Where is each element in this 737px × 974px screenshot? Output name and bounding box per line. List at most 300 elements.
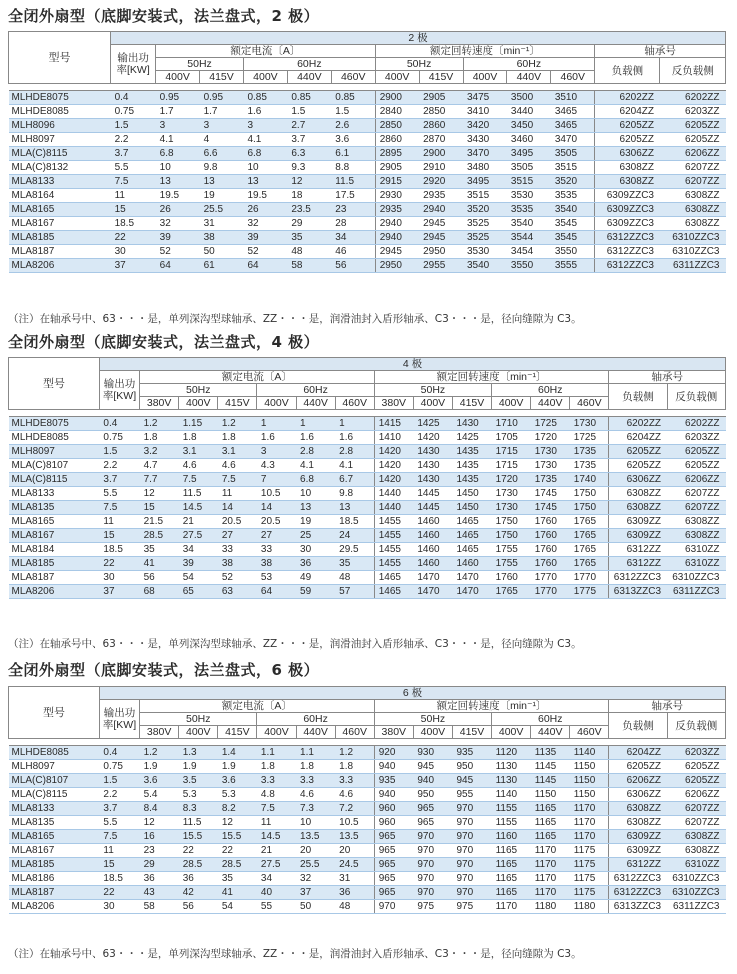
speed-cell: 2940 <box>375 231 419 245</box>
model-cell: MLA8187 <box>9 571 100 585</box>
header-voltage: 460V <box>335 726 374 739</box>
bearing-cell: 6308ZZ <box>667 830 725 844</box>
bearing-cell: 6308ZZ <box>595 161 660 175</box>
speed-cell: 1730 <box>531 445 570 459</box>
header-voltage: 415V <box>218 726 257 739</box>
speed-cell: 1750 <box>492 515 531 529</box>
header-pole: 2 极 <box>111 32 726 45</box>
model-cell: MLH8097 <box>9 445 100 459</box>
bearing-cell: 6309ZZC3 <box>595 203 660 217</box>
current-cell: 10 <box>156 161 200 175</box>
model-cell: MLH8097 <box>9 760 100 774</box>
current-cell: 32 <box>156 217 200 231</box>
power-cell: 0.75 <box>99 431 139 445</box>
table-row <box>9 189 726 203</box>
current-cell: 26 <box>156 203 200 217</box>
current-cell: 1.9 <box>218 760 257 774</box>
speed-cell: 965 <box>413 802 452 816</box>
current-cell: 3.1 <box>179 445 218 459</box>
current-cell: 25.5 <box>200 203 244 217</box>
speed-cell: 1420 <box>374 459 413 473</box>
header-pole: 4 极 <box>99 358 725 371</box>
speed-cell: 3530 <box>507 189 551 203</box>
current-cell: 8.3 <box>179 802 218 816</box>
bearing-cell: 6312ZZ <box>609 557 667 571</box>
speed-cell: 3540 <box>507 217 551 231</box>
speed-cell: 1760 <box>531 529 570 543</box>
speed-cell: 1165 <box>492 858 531 872</box>
table-row <box>9 571 726 585</box>
speed-cell: 945 <box>413 760 452 774</box>
current-cell: 36 <box>140 872 179 886</box>
current-cell: 11.5 <box>331 175 375 189</box>
spacer-cell <box>609 410 667 417</box>
current-cell: 23.5 <box>287 203 331 217</box>
speed-cell: 1180 <box>531 900 570 914</box>
model-cell: MLA8135 <box>9 501 100 515</box>
current-cell: 27 <box>257 529 296 543</box>
speed-cell: 940 <box>374 788 413 802</box>
table-row <box>9 802 726 816</box>
speed-cell: 2920 <box>419 175 463 189</box>
current-cell: 2.8 <box>296 445 335 459</box>
bearing-cell: 6308ZZ <box>609 487 667 501</box>
current-cell: 3.3 <box>335 774 374 788</box>
header-load-side: 负载侧 <box>609 384 667 410</box>
table-row <box>9 760 726 774</box>
current-cell: 11 <box>257 816 296 830</box>
header-voltage: 380V <box>140 397 179 410</box>
current-cell: 0.85 <box>331 91 375 105</box>
current-cell: 56 <box>331 259 375 273</box>
speed-cell: 1420 <box>374 445 413 459</box>
header-voltage: 380V <box>140 726 179 739</box>
current-cell: 14 <box>218 501 257 515</box>
header-50hz: 50Hz <box>140 713 257 726</box>
speed-cell: 950 <box>452 760 491 774</box>
current-cell: 3.6 <box>140 774 179 788</box>
table-row <box>9 133 726 147</box>
spacer-cell <box>570 410 609 417</box>
current-cell: 4.1 <box>335 459 374 473</box>
spacer-cell <box>200 84 244 91</box>
speed-cell: 1745 <box>531 501 570 515</box>
current-cell: 12 <box>140 816 179 830</box>
table-row <box>9 259 726 273</box>
speed-cell: 1730 <box>492 501 531 515</box>
header-50hz: 50Hz <box>374 713 491 726</box>
current-cell: 2.7 <box>287 119 331 133</box>
table-row <box>9 105 726 119</box>
current-cell: 29.5 <box>335 543 374 557</box>
current-cell: 8.4 <box>140 802 179 816</box>
bearing-cell: 6312ZZ <box>609 858 667 872</box>
header-voltage: 400V <box>375 71 419 84</box>
speed-cell: 1755 <box>492 557 531 571</box>
spacer-cell <box>492 739 531 746</box>
speed-cell: 2860 <box>419 119 463 133</box>
current-cell: 15.5 <box>179 830 218 844</box>
speed-cell: 1765 <box>570 543 609 557</box>
speed-cell: 970 <box>413 872 452 886</box>
header-spacer-row <box>9 84 726 91</box>
speed-cell: 3410 <box>463 105 507 119</box>
speed-cell: 1165 <box>492 886 531 900</box>
power-cell: 11 <box>111 189 156 203</box>
power-cell: 15 <box>99 529 139 543</box>
current-cell: 13 <box>296 501 335 515</box>
spacer-cell <box>179 739 218 746</box>
current-cell: 1.6 <box>243 105 287 119</box>
table-row <box>9 585 726 599</box>
table-row <box>9 515 726 529</box>
current-cell: 7.5 <box>218 473 257 487</box>
spacer-cell <box>296 410 335 417</box>
current-cell: 3 <box>257 445 296 459</box>
speed-cell: 3440 <box>507 105 551 119</box>
speed-cell: 940 <box>374 760 413 774</box>
current-cell: 22 <box>218 844 257 858</box>
current-cell: 39 <box>243 231 287 245</box>
speed-cell: 1715 <box>492 445 531 459</box>
header-voltage: 400V <box>413 397 452 410</box>
current-cell: 21.5 <box>140 515 179 529</box>
speed-cell: 2915 <box>375 175 419 189</box>
current-cell: 64 <box>243 259 287 273</box>
header-voltage: 380V <box>374 726 413 739</box>
speed-cell: 3525 <box>463 217 507 231</box>
current-cell: 20.5 <box>218 515 257 529</box>
speed-cell: 1120 <box>492 746 531 760</box>
spacer-cell <box>570 739 609 746</box>
header-voltage: 440V <box>531 726 570 739</box>
speed-cell: 3475 <box>463 91 507 105</box>
header-voltage: 400V <box>257 397 296 410</box>
speed-cell: 970 <box>452 844 491 858</box>
current-cell: 9.3 <box>287 161 331 175</box>
spacer-cell <box>507 84 551 91</box>
model-cell: MLA8133 <box>9 175 111 189</box>
speed-cell: 970 <box>452 802 491 816</box>
speed-cell: 950 <box>413 788 452 802</box>
current-cell: 3.7 <box>287 133 331 147</box>
speed-cell: 3520 <box>463 203 507 217</box>
model-cell: MLA8133 <box>9 802 100 816</box>
current-cell: 1.3 <box>179 746 218 760</box>
speed-cell: 1150 <box>531 788 570 802</box>
model-cell: MLH8096 <box>9 119 111 133</box>
header-power: 输出功率[KW] <box>99 700 139 739</box>
current-cell: 1.8 <box>140 431 179 445</box>
speed-cell: 3520 <box>551 175 595 189</box>
current-cell: 9.8 <box>200 161 244 175</box>
speed-cell: 3535 <box>507 203 551 217</box>
speed-cell: 3540 <box>551 203 595 217</box>
current-cell: 10.5 <box>335 816 374 830</box>
bearing-cell: 6207ZZ <box>667 816 725 830</box>
bearing-cell: 6312ZZC3 <box>595 231 660 245</box>
model-cell: MLA(C)8115 <box>9 147 111 161</box>
bearing-cell: 6308ZZ <box>667 844 725 858</box>
current-cell: 59 <box>296 585 335 599</box>
current-cell: 20.5 <box>257 515 296 529</box>
model-cell: MLA8186 <box>9 872 100 886</box>
power-cell: 0.75 <box>111 105 156 119</box>
header-50hz: 50Hz <box>156 58 244 71</box>
spacer-cell <box>218 739 257 746</box>
bearing-cell: 6310ZZC3 <box>667 886 725 900</box>
bearing-cell: 6205ZZ <box>609 760 667 774</box>
current-cell: 2.8 <box>335 445 374 459</box>
speed-cell: 940 <box>413 774 452 788</box>
section-title: 全闭外扇型（底脚安装式，法兰盘式，6 极） <box>8 661 320 679</box>
speed-cell: 3495 <box>507 147 551 161</box>
current-cell: 0.85 <box>243 91 287 105</box>
header-voltage: 440V <box>287 71 331 84</box>
bearing-cell: 6207ZZ <box>667 487 725 501</box>
current-cell: 1.8 <box>296 760 335 774</box>
table-row <box>9 119 726 133</box>
header-anti-load-side: 反负载侧 <box>660 58 726 84</box>
bearing-cell: 6308ZZ <box>667 529 725 543</box>
current-cell: 5.3 <box>179 788 218 802</box>
header-power: 输出功率[KW] <box>111 45 156 84</box>
speed-cell: 1130 <box>492 774 531 788</box>
model-cell: MLA8185 <box>9 231 111 245</box>
current-cell: 29 <box>287 217 331 231</box>
speed-cell: 1765 <box>570 515 609 529</box>
header-current: 额定电流〔A〕 <box>140 371 375 384</box>
header-spacer-row <box>9 410 726 417</box>
speed-cell: 1175 <box>570 858 609 872</box>
model-cell: MLA8187 <box>9 886 100 900</box>
current-cell: 3.6 <box>218 774 257 788</box>
table-row <box>9 175 726 189</box>
model-cell: MLA8206 <box>9 585 100 599</box>
current-cell: 1.2 <box>335 746 374 760</box>
speed-cell: 1445 <box>413 501 452 515</box>
speed-cell: 3540 <box>463 259 507 273</box>
model-cell: MLA8165 <box>9 203 111 217</box>
bearing-cell: 6205ZZ <box>595 133 660 147</box>
bearing-cell: 6310ZZ <box>667 543 725 557</box>
current-cell: 64 <box>156 259 200 273</box>
speed-cell: 1465 <box>452 543 491 557</box>
speed-cell: 3430 <box>463 133 507 147</box>
speed-cell: 3545 <box>551 231 595 245</box>
spacer-cell <box>257 739 296 746</box>
header-load-side: 负载侧 <box>609 713 667 739</box>
current-cell: 11.5 <box>179 816 218 830</box>
current-cell: 56 <box>140 571 179 585</box>
spacer-cell <box>667 739 725 746</box>
power-cell: 3.7 <box>111 147 156 161</box>
speed-cell: 3420 <box>463 119 507 133</box>
power-cell: 0.4 <box>99 417 139 431</box>
speed-cell: 1135 <box>531 746 570 760</box>
table-row <box>9 445 726 459</box>
header-60hz: 60Hz <box>257 384 374 397</box>
current-cell: 4.6 <box>296 788 335 802</box>
model-cell: MLA8185 <box>9 858 100 872</box>
table-row <box>9 788 726 802</box>
model-cell: MLA8185 <box>9 557 100 571</box>
current-cell: 4.1 <box>156 133 200 147</box>
speed-cell: 970 <box>413 830 452 844</box>
header-voltage: 415V <box>452 397 491 410</box>
current-cell: 1.5 <box>331 105 375 119</box>
table-row <box>9 231 726 245</box>
bearing-cell: 6204ZZ <box>595 105 660 119</box>
speed-cell: 3515 <box>551 161 595 175</box>
speed-cell: 975 <box>452 900 491 914</box>
speed-cell: 1465 <box>374 585 413 599</box>
table-row <box>9 529 726 543</box>
spec-table-2-pole <box>8 31 726 273</box>
current-cell: 35 <box>218 872 257 886</box>
current-cell: 18.5 <box>335 515 374 529</box>
model-cell: MLA8167 <box>9 217 111 231</box>
current-cell: 1 <box>335 417 374 431</box>
speed-cell: 3555 <box>551 259 595 273</box>
bearing-cell: 6308ZZ <box>660 189 726 203</box>
speed-cell: 1430 <box>413 459 452 473</box>
bearing-cell: 6205ZZ <box>667 760 725 774</box>
current-cell: 48 <box>335 900 374 914</box>
speed-cell: 1750 <box>570 501 609 515</box>
current-cell: 1.9 <box>179 760 218 774</box>
bearing-cell: 6308ZZ <box>609 802 667 816</box>
current-cell: 31 <box>200 217 244 231</box>
speed-cell: 1760 <box>531 543 570 557</box>
model-cell: MLH8097 <box>9 133 111 147</box>
speed-cell: 1750 <box>492 529 531 543</box>
speed-cell: 2945 <box>375 245 419 259</box>
speed-cell: 1175 <box>570 844 609 858</box>
header-load-side: 负载侧 <box>595 58 660 84</box>
bearing-cell: 6202ZZ <box>667 417 725 431</box>
power-cell: 5.5 <box>99 487 139 501</box>
speed-cell: 1470 <box>413 585 452 599</box>
speed-cell: 1150 <box>570 774 609 788</box>
speed-cell: 970 <box>413 858 452 872</box>
header-voltage: 415V <box>419 71 463 84</box>
speed-cell: 970 <box>452 872 491 886</box>
speed-cell: 2870 <box>419 133 463 147</box>
model-cell: MLA8187 <box>9 245 111 259</box>
speed-cell: 1465 <box>452 529 491 543</box>
bearing-cell: 6308ZZ <box>660 217 726 231</box>
speed-cell: 1735 <box>570 459 609 473</box>
current-cell: 6.8 <box>156 147 200 161</box>
current-cell: 36 <box>296 557 335 571</box>
header-60hz: 60Hz <box>492 713 609 726</box>
speed-cell: 3510 <box>551 91 595 105</box>
header-voltage: 460V <box>551 71 595 84</box>
bearing-cell: 6306ZZ <box>609 788 667 802</box>
speed-cell: 970 <box>413 886 452 900</box>
bearing-cell: 6207ZZ <box>660 175 726 189</box>
header-voltage: 400V <box>179 397 218 410</box>
power-cell: 0.4 <box>111 91 156 105</box>
speed-cell: 1465 <box>452 515 491 529</box>
speed-cell: 2840 <box>375 105 419 119</box>
speed-cell: 1410 <box>374 431 413 445</box>
table-row <box>9 830 726 844</box>
speed-cell: 1170 <box>531 886 570 900</box>
bearing-cell: 6313ZZC3 <box>609 585 667 599</box>
power-cell: 3.7 <box>99 802 139 816</box>
current-cell: 38 <box>218 557 257 571</box>
current-cell: 4.1 <box>243 133 287 147</box>
current-cell: 38 <box>257 557 296 571</box>
speed-cell: 1165 <box>531 830 570 844</box>
model-cell: MLA8135 <box>9 816 100 830</box>
bearing-cell: 6206ZZ <box>609 774 667 788</box>
speed-cell: 2900 <box>419 147 463 161</box>
speed-cell: 2905 <box>419 91 463 105</box>
spacer-cell <box>218 410 257 417</box>
speed-cell: 970 <box>374 900 413 914</box>
bearing-cell: 6206ZZ <box>667 788 725 802</box>
current-cell: 54 <box>179 571 218 585</box>
table-row <box>9 417 726 431</box>
current-cell: 32 <box>243 217 287 231</box>
speed-cell: 970 <box>452 886 491 900</box>
header-voltage: 400V <box>463 71 507 84</box>
header-model: 型号 <box>9 32 111 84</box>
speed-cell: 1460 <box>452 557 491 571</box>
spacer-cell <box>463 84 507 91</box>
spacer-cell <box>99 739 139 746</box>
speed-cell: 970 <box>452 816 491 830</box>
header-voltage: 400V <box>179 726 218 739</box>
spacer-cell <box>492 410 531 417</box>
current-cell: 27 <box>218 529 257 543</box>
spacer-cell <box>452 739 491 746</box>
bearing-cell: 6207ZZ <box>667 802 725 816</box>
speed-cell: 1150 <box>570 788 609 802</box>
header-speed: 额定回转速度〔min⁻¹〕 <box>374 700 609 713</box>
bearing-cell: 6309ZZ <box>609 515 667 529</box>
current-cell: 25.5 <box>296 858 335 872</box>
current-cell: 39 <box>156 231 200 245</box>
bearing-cell: 6205ZZ <box>660 133 726 147</box>
current-cell: 61 <box>200 259 244 273</box>
speed-cell: 945 <box>452 774 491 788</box>
current-cell: 17.5 <box>331 189 375 203</box>
header-voltage: 400V <box>492 726 531 739</box>
current-cell: 1.6 <box>335 431 374 445</box>
model-cell: MLA8165 <box>9 515 100 529</box>
speed-cell: 1145 <box>531 774 570 788</box>
current-cell: 19 <box>200 189 244 203</box>
bearing-cell: 6309ZZC3 <box>595 217 660 231</box>
header-voltage: 440V <box>296 397 335 410</box>
table-row <box>9 91 726 105</box>
current-cell: 14.5 <box>179 501 218 515</box>
bearing-cell: 6311ZZC3 <box>660 259 726 273</box>
speed-cell: 3515 <box>463 189 507 203</box>
speed-cell: 1420 <box>413 431 452 445</box>
current-cell: 68 <box>140 585 179 599</box>
speed-cell: 960 <box>374 802 413 816</box>
speed-cell: 2935 <box>375 203 419 217</box>
bearing-cell: 6312ZZC3 <box>609 872 667 886</box>
header-50hz: 50Hz <box>375 58 463 71</box>
speed-cell: 1440 <box>374 501 413 515</box>
speed-cell: 1435 <box>452 459 491 473</box>
